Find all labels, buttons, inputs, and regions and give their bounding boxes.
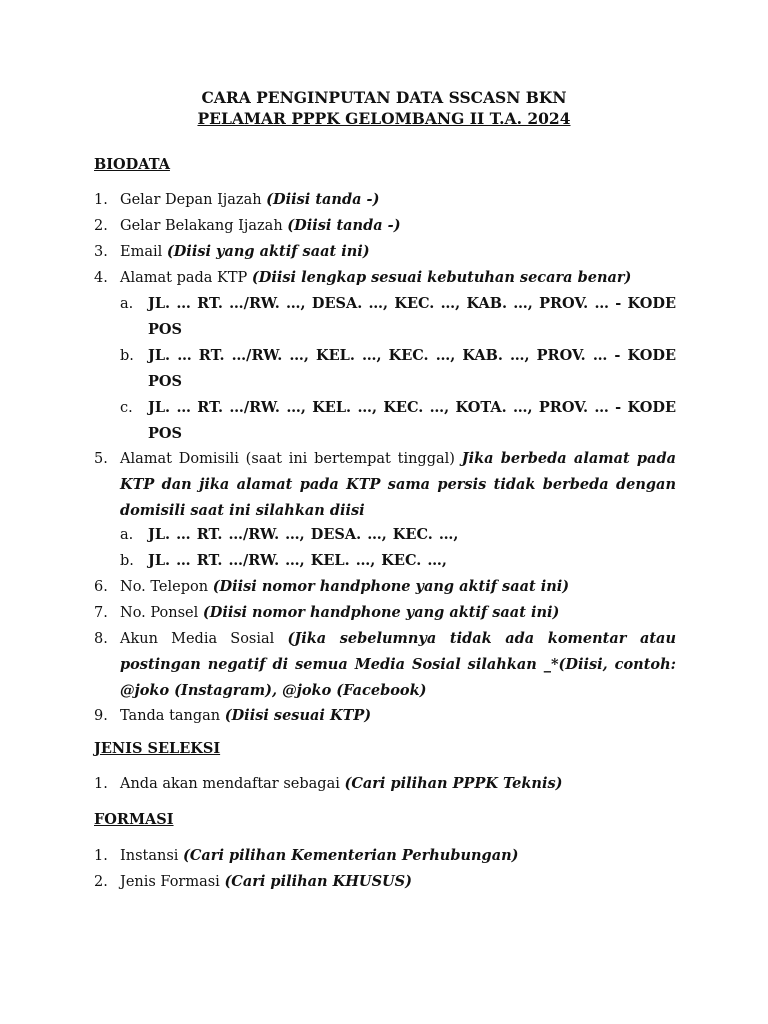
list-item-number: 2.	[94, 218, 108, 234]
list-item-text	[120, 187, 676, 213]
list-item-label: Gelar Belakang Ijazah	[120, 218, 288, 234]
list-item-text	[120, 703, 676, 729]
sub-list-item-text: JL. … RT. …/RW. …, KEL. …, KEC. …,	[148, 552, 447, 569]
list-item-text	[120, 213, 676, 239]
list-item-text	[120, 446, 676, 524]
list-item-number: 1.	[94, 848, 108, 864]
section-heading-formasi: FORMASI	[94, 811, 174, 828]
sub-list-item-letter: c.	[120, 400, 133, 416]
list-item-note: (Cari pilihan KHUSUS)	[224, 873, 413, 890]
list-item-note: (Diisi nomor handphone yang aktif saat ini)	[212, 578, 570, 595]
list-item-note: (Diisi nomor handphone yang aktif saat ini)	[202, 604, 560, 621]
list-item-note: (Diisi tanda -)	[266, 191, 380, 208]
sub-list-item-letter: a.	[120, 527, 134, 543]
list-item-label: Tanda tangan	[120, 708, 225, 724]
list-item-text	[120, 265, 676, 291]
list-item-number: 8.	[94, 631, 108, 647]
sub-list-item-text: JL. … RT. …/RW. …, DESA. …, KEC. …, KAB. …, PROV. … - KODE POS	[148, 295, 676, 338]
list-item-text	[120, 239, 676, 265]
list-item-note: (Jika sebelumnya tidak ada komentar atau postingan negatif di semua Media Sosial silahkan _*(Diisi, contoh: @joko (Instagram), @joko (Facebook)	[120, 630, 676, 699]
sub-list-item-text: JL. … RT. …/RW. …, DESA. …, KEC. …,	[148, 526, 459, 543]
list-item-note: (Diisi tanda -)	[287, 217, 401, 234]
list-item-label: Email	[120, 244, 167, 260]
list-item-number: 4.	[94, 270, 108, 286]
list-item-number: 3.	[94, 244, 108, 260]
list-item-note: (Cari pilihan Kementerian Perhubungan)	[183, 847, 519, 864]
list-item-label: No. Telepon	[120, 579, 213, 595]
list-item-label: Alamat Domisili (saat ini bertempat tinggal)	[120, 451, 462, 467]
list-item-text	[120, 574, 676, 600]
list-item-number: 7.	[94, 605, 108, 621]
list-item-number: 1.	[94, 192, 108, 208]
list-item-note: (Diisi yang aktif saat ini)	[166, 243, 370, 260]
list-item-label: Jenis Formasi	[120, 874, 225, 890]
list-item-text	[120, 626, 676, 704]
sub-list-item-text: JL. … RT. …/RW. …, KEL. …, KEC. …, KOTA. …, PROV. … - KODE POS	[148, 399, 676, 442]
list-item-number: 1.	[94, 776, 108, 792]
sub-list-item-text: JL. … RT. …/RW. …, KEL. …, KEC. …, KAB. …, PROV. … - KODE POS	[148, 347, 676, 390]
document-title-line1: CARA PENGINPUTAN DATA SSCASN BKN	[201, 88, 567, 107]
list-item-note: Jika berbeda alamat pada KTP dan jika alamat pada KTP sama persis tidak berbeda dengan domisili saat ini silahkan diisi	[120, 450, 676, 519]
list-item-label: No. Ponsel	[120, 605, 203, 621]
sub-list-item-letter: b.	[120, 553, 134, 569]
list-item-number: 5.	[94, 451, 108, 467]
list-item-label: Alamat pada KTP	[120, 270, 252, 286]
document-title-line2	[0, 109, 768, 129]
list-item-text	[120, 843, 676, 869]
document-title-line2-text: PELAMAR PPPK GELOMBANG II T.A. 2024	[197, 109, 571, 128]
sub-list-item-letter: a.	[120, 296, 134, 312]
sub-list-item-letter: b.	[120, 348, 134, 364]
list-item-note: (Cari pilihan PPPK Teknis)	[344, 775, 563, 792]
list-item-label: Instansi	[120, 848, 184, 864]
list-item-label: Gelar Depan Ijazah	[120, 192, 267, 208]
list-item-text	[120, 771, 676, 797]
list-item-text	[120, 869, 676, 895]
list-item-text	[120, 600, 676, 626]
list-item-note: (Diisi sesuai KTP)	[224, 707, 372, 724]
list-item-label: Akun Media Sosial	[120, 631, 288, 647]
list-item-number: 6.	[94, 579, 108, 595]
section-heading-jenis-seleksi: JENIS SELEKSI	[94, 740, 221, 757]
list-item-label: Anda akan mendaftar sebagai	[120, 776, 345, 792]
list-item-number: 9.	[94, 708, 108, 724]
section-heading-biodata: BIODATA	[94, 156, 170, 173]
list-item-number: 2.	[94, 874, 108, 890]
list-item-note: (Diisi lengkap sesuai kebutuhan secara benar)	[251, 269, 632, 286]
